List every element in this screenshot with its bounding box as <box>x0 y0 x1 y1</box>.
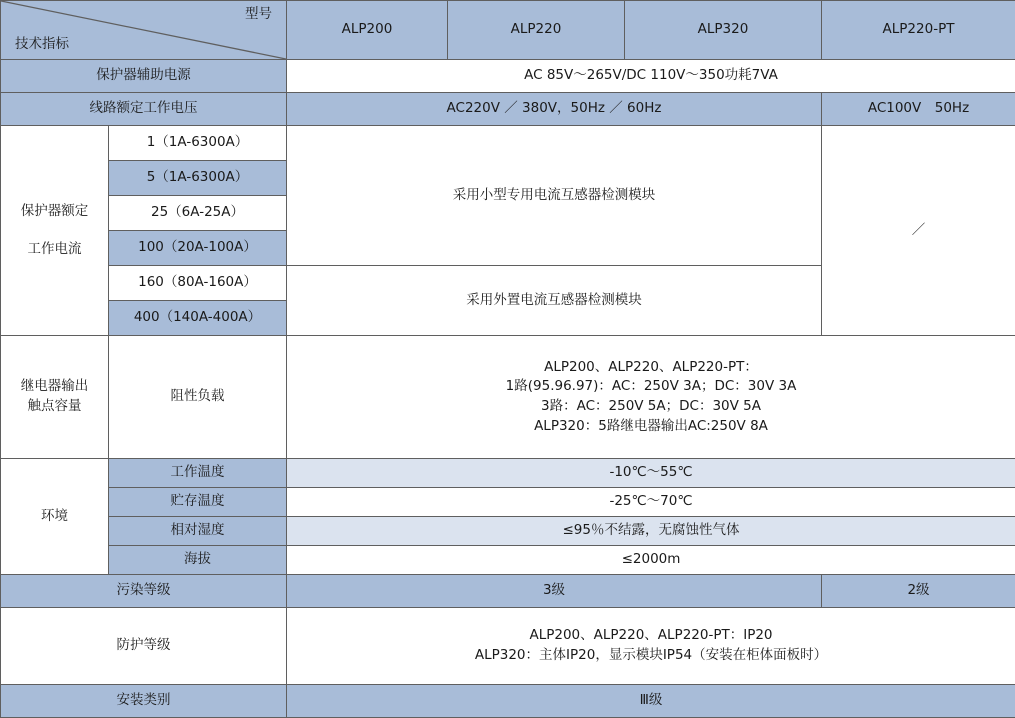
env-item-value-4: ≤2000m <box>287 546 1015 575</box>
protection-line-1: ALP200、ALP220、ALP220-PT：IP20 <box>291 626 1011 646</box>
header-model-label: 型号 <box>245 5 272 25</box>
row-pollution-level <box>1 575 1015 608</box>
row-aux-power <box>1 60 1015 93</box>
label-rated-current-line1: 保护器额定 <box>5 202 104 222</box>
table-header-row <box>1 1 1015 60</box>
relay-line-4: ALP320：5路继电器输出AC:250V 8A <box>291 417 1011 437</box>
row-environment-1 <box>1 459 1015 488</box>
current-item-2: 5（1A-6300A） <box>109 161 287 196</box>
value-rated-voltage: AC220V ／ 380V，50Hz ／ 60Hz <box>287 93 822 126</box>
env-item-value-1: -10℃～55℃ <box>287 459 1015 488</box>
header-model-alp220pt: ALP220-PT <box>822 1 1015 60</box>
row-install-category <box>1 685 1015 718</box>
header-model-alp320: ALP320 <box>625 1 822 60</box>
row-protection-level <box>1 608 1015 685</box>
value-protection-level <box>287 608 1015 685</box>
relay-line-3: 3路：AC：250V 5A；DC：30V 5A <box>291 397 1011 417</box>
protection-line-2: ALP320：主体IP20，显示模块IP54（安装在柜体面板时） <box>291 646 1011 666</box>
label-rated-current <box>1 126 109 336</box>
env-item-value-2: -25℃～70℃ <box>287 488 1015 517</box>
env-item-name-4: 海拔 <box>109 546 287 575</box>
label-resistive-load: 阻性负载 <box>109 336 287 459</box>
label-relay-output-line2: 触点容量 <box>5 397 104 417</box>
value-rated-voltage-pt: AC100V 50Hz <box>822 93 1015 126</box>
header-model-alp200: ALP200 <box>287 1 448 60</box>
header-model-alp220: ALP220 <box>448 1 625 60</box>
label-pollution-level: 污染等级 <box>1 575 287 608</box>
current-item-4: 100（20A-100A） <box>109 231 287 266</box>
env-item-name-2: 贮存温度 <box>109 488 287 517</box>
label-rated-current-line2: 工作电流 <box>5 240 104 260</box>
label-environment: 环境 <box>1 459 109 575</box>
row-environment-2 <box>1 488 1015 517</box>
value-aux-power: AC 85V～265V/DC 110V～350功耗7VA <box>287 60 1015 93</box>
value-pollution-level-pt: 2级 <box>822 575 1015 608</box>
current-item-3: 25（6A-25A） <box>109 196 287 231</box>
header-spec-label: 技术指标 <box>15 35 69 55</box>
relay-line-2: 1路(95.96.97)：AC：250V 3A；DC：30V 3A <box>291 377 1011 397</box>
header-corner-cell <box>1 1 287 60</box>
value-module-external: 采用外置电流互感器检测模块 <box>287 266 822 336</box>
env-item-name-3: 相对湿度 <box>109 517 287 546</box>
value-rated-current-pt: ／ <box>822 126 1015 336</box>
env-item-value-3: ≤95％不结露，无腐蚀性气体 <box>287 517 1015 546</box>
current-item-6: 400（140A-400A） <box>109 301 287 336</box>
label-aux-power: 保护器辅助电源 <box>1 60 287 93</box>
row-environment-3 <box>1 517 1015 546</box>
row-environment-4 <box>1 546 1015 575</box>
row-relay-output <box>1 336 1015 459</box>
current-item-1: 1（1A-6300A） <box>109 126 287 161</box>
value-pollution-level: 3级 <box>287 575 822 608</box>
value-module-small: 采用小型专用电流互感器检测模块 <box>287 126 822 266</box>
label-relay-output <box>1 336 109 459</box>
row-rated-voltage <box>1 93 1015 126</box>
label-rated-voltage: 线路额定工作电压 <box>1 93 287 126</box>
label-relay-output-line1: 继电器输出 <box>5 377 104 397</box>
relay-line-1: ALP200、ALP220、ALP220-PT： <box>291 358 1011 378</box>
value-install-category: Ⅲ级 <box>287 685 1015 718</box>
current-item-5: 160（80A-160A） <box>109 266 287 301</box>
label-protection-level: 防护等级 <box>1 608 287 685</box>
env-item-name-1: 工作温度 <box>109 459 287 488</box>
value-relay-output <box>287 336 1015 459</box>
row-rated-current-1 <box>1 126 1015 161</box>
label-install-category: 安装类别 <box>1 685 287 718</box>
